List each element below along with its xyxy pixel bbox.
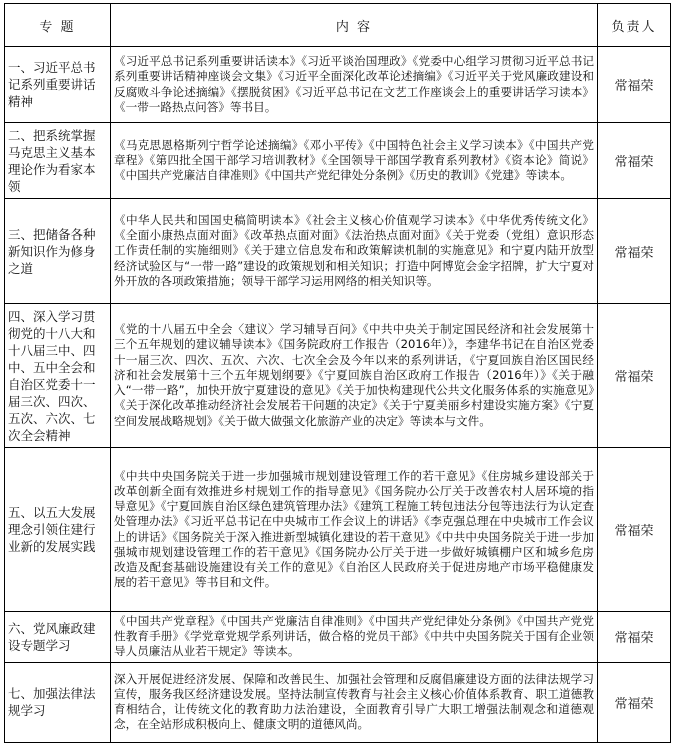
row-owner: 常福荣	[598, 304, 671, 448]
row-topic: 四、深入学习贯彻党的十八大和十八届三中、四中、五中全会和自治区党委十一届三次、四次、五次、六次、七次全会精神	[5, 304, 111, 448]
row-topic: 二、把系统掌握马克思主义基本理论作为看家本领	[5, 123, 111, 199]
row-content: 《马克思恩格斯列宁哲学论述摘编》《邓小平传》《中国特色社会主义学习读本》《中国共产党章程》《第四批全国干部学习培训教材》《全国领导干部国学教育系列教材》《资本论》简说》《中国共产党廉洁自律准则》《中国共产党纪律处分条例》《历史的教训》《党建》等读本。	[111, 123, 598, 199]
row-content: 《习近平总书记系列重要讲话读本》《习近平谈治国理政》《党委中心组学习贯彻习近平总书记系列重要讲话精神座谈会文集》《习近平全面深化改革论述摘编》《习近平关于党风廉政建设和反腐败斗争论述摘编》《摆脱贫困》《习近平总书记在文艺工作座谈会上的重要讲话学习读本》《一带一路热点问答》等书目。	[111, 47, 598, 123]
header-topic: 专 题	[5, 4, 111, 47]
row-topic: 七、加强法律法规学习	[5, 662, 111, 742]
row-owner: 常福荣	[598, 123, 671, 199]
study-plan-table	[4, 3, 671, 743]
row-topic: 五、以五大发展理念引领住建行业新的发展实践	[5, 448, 111, 612]
table-row	[5, 662, 671, 742]
row-owner: 常福荣	[598, 448, 671, 612]
table-row	[5, 47, 671, 123]
header-owner: 负责人	[598, 4, 671, 47]
table-row	[5, 199, 671, 304]
row-content: 《中国共产党章程》《中国共产党廉洁自律准则》《中国共产党纪律处分条例》《中国共产党党性教育手册》《学党章党规学系列讲话，做合格的党员干部》《中共中央国务院关于国有企业领导人员廉洁从业若干规定》等读本。	[111, 612, 598, 663]
row-topic: 三、把储备各种新知识作为修身之道	[5, 199, 111, 304]
table-row	[5, 448, 671, 612]
row-content: 《中共中央国务院关于进一步加强城市规划建设管理工作的若干意见》《住房城乡建设部关于改革创新全面有效推进乡村规划工作的指导意见》《国务院办公厅关于改善农村人居环境的指导意见》《宁夏回族自治区绿色建筑管理办法》《建筑工程施工转包违法分包等违法行为认定查处管理办法》《习近平总书记在中央城市工作会议上的讲话》《李克强总理在中央城市工作会议上的讲话》《国务院关于深入推进新型城镇化建设的若干意见》《中共中央国务院关于进一步加强城市规划建设管理工作的若干意见》《国务院办公厅关于进一步做好城镇棚户区和城乡危房改造及配套基础设施建设有关工作的意见》《自治区人民政府关于促进房地产市场平稳健康发展的若干意见》等书目和文件。	[111, 448, 598, 612]
row-owner: 常福荣	[598, 47, 671, 123]
row-content: 《中华人民共和国国史稿简明读本》《社会主义核心价值观学习读本》《中华优秀传统文化》《全面小康热点面对面》《改革热点面对面》《法治热点面对面》《关于党委（党组）意识形态工作责任制的实施细则》《关于建立信息发布和政策解读机制的实施意见》和宁夏内陆开放型经济试验区与“一带一路”建设的政策规划和相关知识；打造中阿博览会金字招牌，扩大宁夏对外开放的各项政策措施；领导干部学习运用网络的相关知识等。	[111, 199, 598, 304]
row-content: 《党的十八届五中全会〈建议〉学习辅导百问》《中共中央关于制定国民经济和社会发展第十三个五年规划的建议辅导读本》《国务院政府工作报告（2016年）》，李建华书记在自治区党委十一届三次、四次、五次、六次、七次全会及今年以来的系列讲话，《宁夏回族自治区国民经济和社会发展第十三个五年规划纲要》《宁夏回族自治区政府工作报告（2016年）》《关于融入“一带一路”，加快开放宁夏建设的意见》《关于加快构建现代公共文化服务体系的实施意见》《关于深化改革推动经济社会发展若干问题的决定》《关于宁夏美丽乡村建设实施方案》《宁夏空间发展战略规划》《关于做大做强文化旅游产业的决定》等读本与文件。	[111, 304, 598, 448]
row-topic: 六、党风廉政建设专题学习	[5, 612, 111, 663]
row-owner: 常福荣	[598, 199, 671, 304]
row-owner: 常福荣	[598, 662, 671, 742]
row-topic: 一、习近平总书记系列重要讲话精神	[5, 47, 111, 123]
header-row	[5, 4, 671, 47]
table-row	[5, 123, 671, 199]
table-row	[5, 304, 671, 448]
row-content: 深入开展促进经济发展、保障和改善民生、加强社会管理和反腐倡廉建设方面的法律法规学习宣传，服务我区经济建设发展。坚持法制宣传教育与社会主义核心价值体系教育、职工道德教育相结合，让传统文化的教育助力法治建设，全面教育引导广大职工增强法制观念和道德观念，在全站形成积极向上、健康文明的道德风尚。	[111, 662, 598, 742]
header-content: 内 容	[111, 4, 598, 47]
row-owner: 常福荣	[598, 612, 671, 663]
table-row	[5, 612, 671, 663]
